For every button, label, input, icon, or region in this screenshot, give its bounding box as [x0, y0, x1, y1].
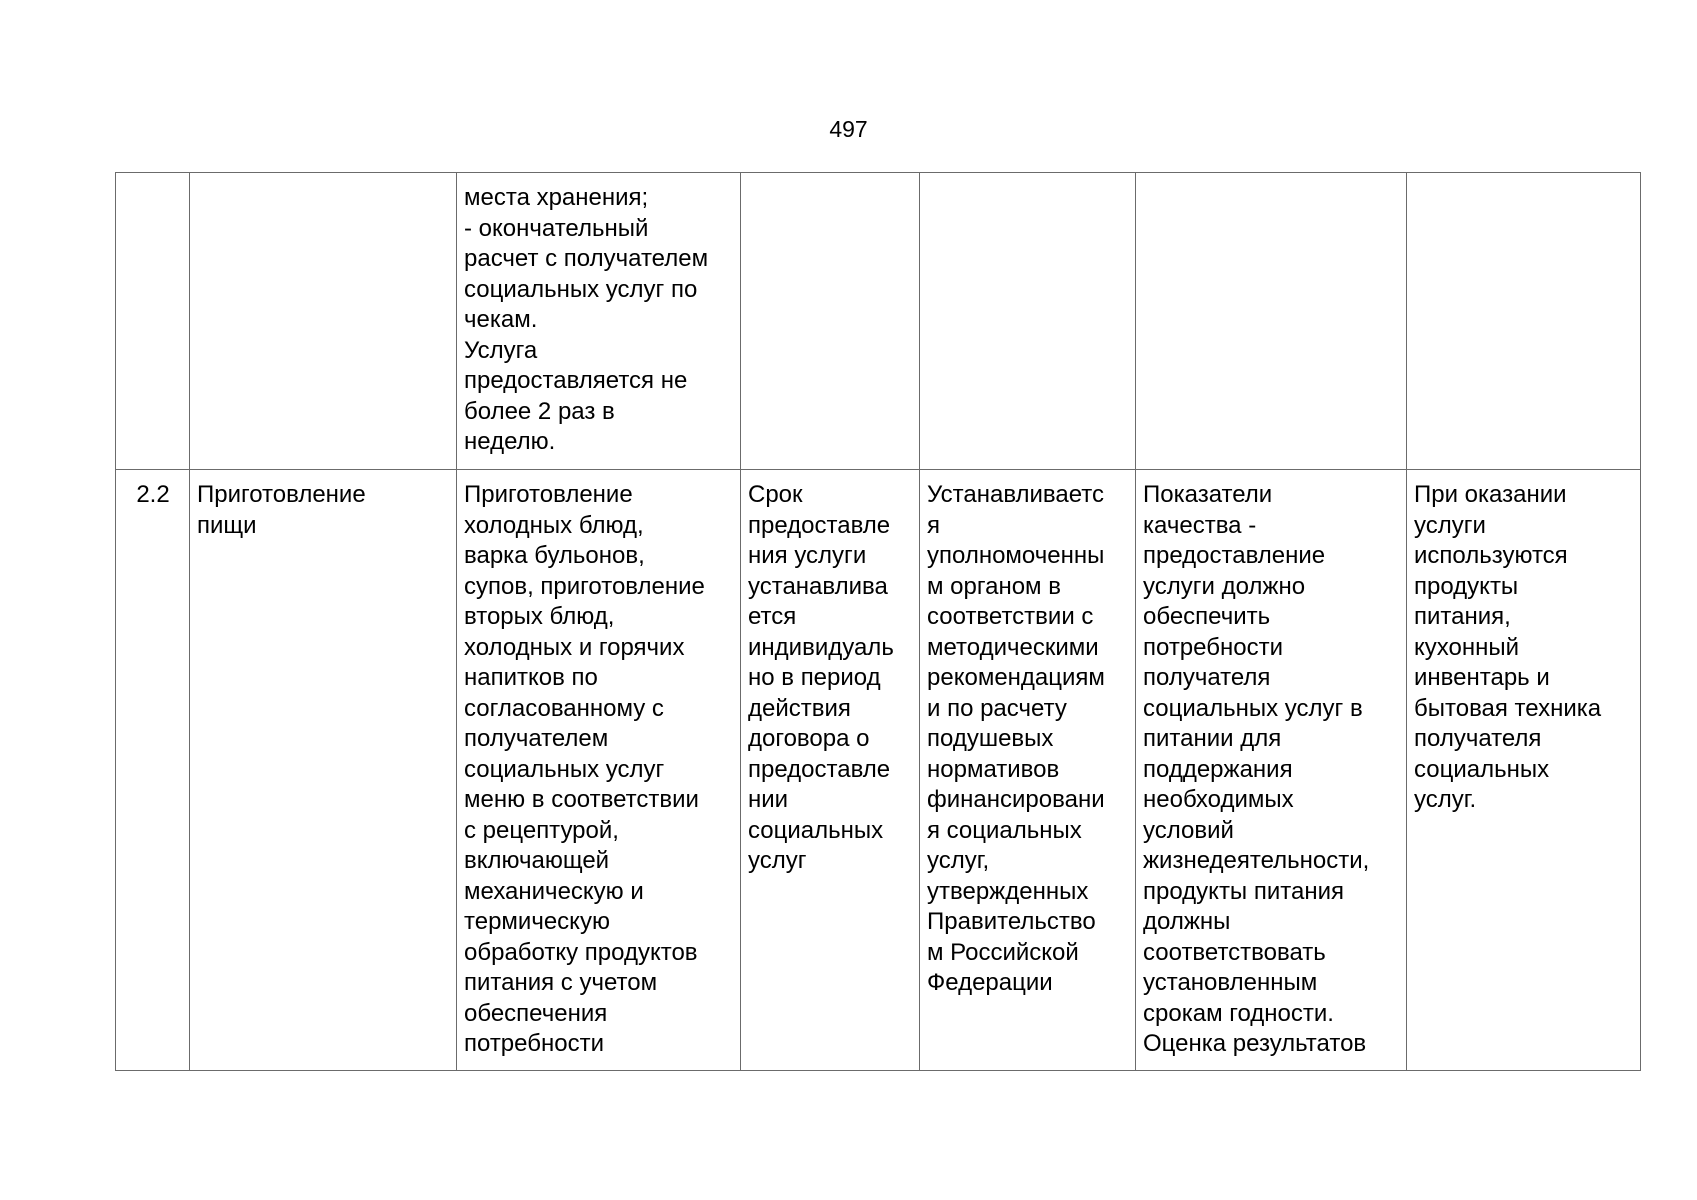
cell-conditions: При оказании услуги используются продукты питания, кухонный инвентарь и бытовая техника получателя социальных услуг.	[1407, 470, 1641, 1071]
cell-quality	[1136, 173, 1407, 470]
cell-service-content: места хранения; - окончательный расчет с получателем социальных услуг по чекам. Услуга предоставляется не более 2 раз в неделю.	[457, 173, 741, 470]
table-row	[116, 470, 1641, 1071]
cell-conditions	[1407, 173, 1641, 470]
cell-quality: Показатели качества - предоставление услуги должно обеспечить потребности получателя социальных услуг в питании для поддержания необходимых условий жизнедеятельности, продукты питания должны соответствовать установленным срокам годности. Оценка результатов	[1136, 470, 1407, 1071]
cell-norm: Устанавливаетс я уполномоченны м органом в соответствии с методическими рекомендациям и по расчету подушевых нормативов финансировани я социальных услуг, утвержденных Правительство м Российской Федерации	[920, 470, 1136, 1071]
table-row	[116, 173, 1641, 470]
page-number: 497	[829, 116, 868, 142]
cell-norm	[920, 173, 1136, 470]
cell-service-name	[190, 173, 457, 470]
cell-term: Срок предоставле ния услуги устанавлива ется индивидуаль но в период действия договора о предоставле нии социальных услуг	[741, 470, 920, 1071]
services-table	[115, 172, 1641, 1071]
cell-number	[116, 173, 190, 470]
cell-service-content: Приготовление холодных блюд, варка бульонов, супов, приготовление вторых блюд, холодных и горячих напитков по согласованному с получателем социальных услуг меню в соответствии с рецептурой, включающей механическую и термическую обработку продуктов питания с учетом обеспечения потребности	[457, 470, 741, 1071]
cell-term	[741, 173, 920, 470]
cell-service-name: Приготовление пищи	[190, 470, 457, 1071]
cell-number: 2.2	[116, 470, 190, 1071]
